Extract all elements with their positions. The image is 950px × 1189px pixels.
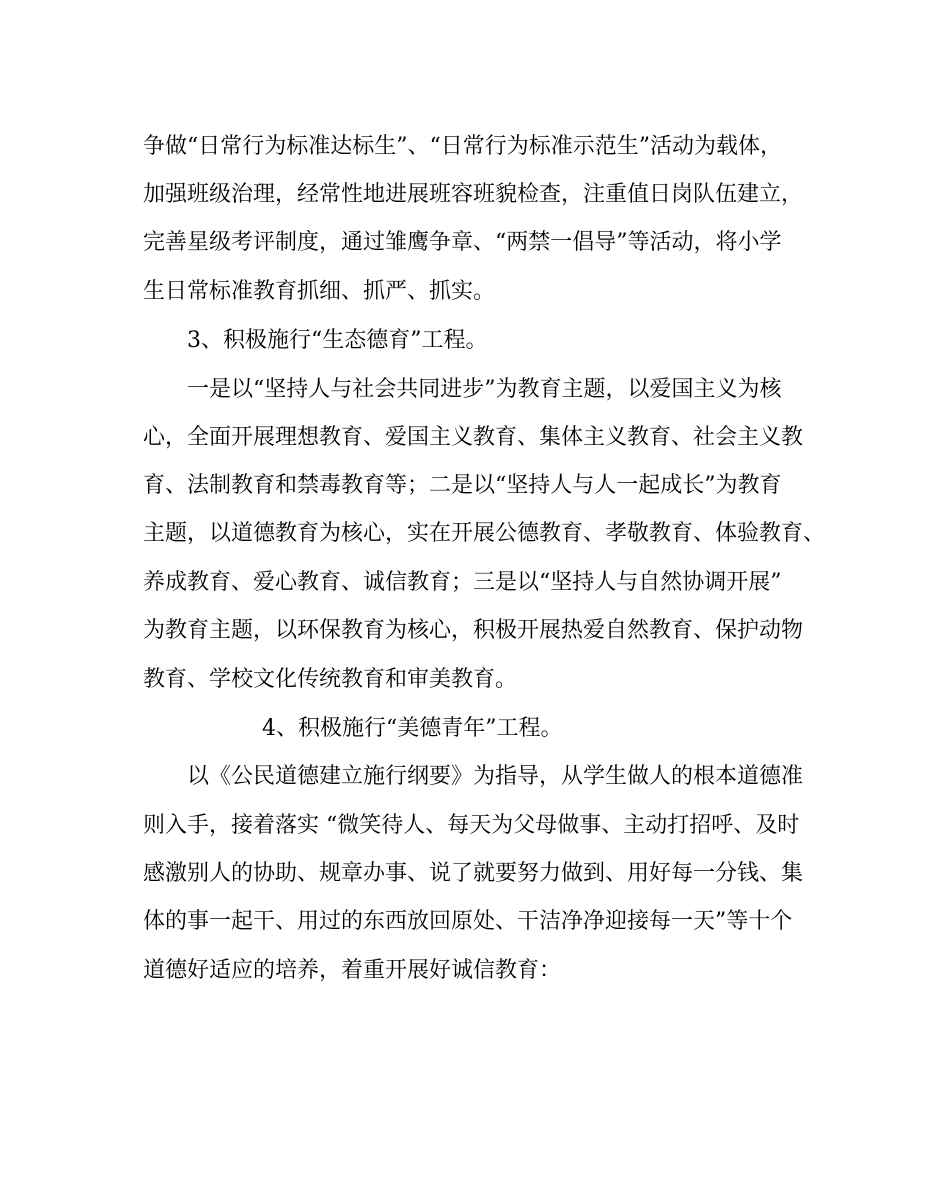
section-heading-3: 3、积极施行“生态德育”工程。 — [187, 328, 488, 353]
paragraph-line-15: 体的事一起干、用过的东西放回原处、干洁净净迎接每一天”等十个 — [143, 909, 793, 934]
paragraph-line-10: 为教育主题，以环保教育为核心，积极开展热爱自然教育、保护动物 — [143, 618, 804, 643]
paragraph-line-5: 一是以“坚持人与社会共同进步”为教育主题，以爱国主义为核 — [187, 377, 782, 402]
paragraph-line-7: 育、法制教育和禁毒教育等；二是以“坚持人与人一起成长”为教育 — [143, 473, 782, 498]
paragraph-line-14: 感激别人的协助、规章办事、说了就要努力做到、用好每一分钱、集 — [143, 861, 804, 886]
paragraph-line-1: 争做“日常行为标准达标生”、“日常行为标准示范生”活动为载体， — [143, 134, 782, 159]
section-heading-4: 4、积极施行“美德青年”工程。 — [262, 716, 563, 741]
paragraph-line-9: 养成教育、爱心教育、诚信教育；三是以“坚持人与自然协调开展” — [143, 570, 782, 595]
paragraph-line-13: 则入手，接着落实 “微笑待人、每天为父母做事、主动打招呼、及时 — [143, 813, 800, 838]
paragraph-line-11: 教育、学校文化传统教育和审美教育。 — [143, 667, 518, 692]
paragraph-line-8: 主题，以道德教育为核心，实在开展公德教育、孝敬教育、体验教育、 — [143, 521, 826, 546]
paragraph-line-4: 生日常标准教育抓细、抓严、抓实。 — [143, 279, 496, 304]
paragraph-line-2: 加强班级治理，经常性地进展班容班貌检查，注重值日岗队伍建立， — [143, 182, 804, 207]
paragraph-line-6: 心，全面开展理想教育、爱国主义教育、集体主义教育、社会主义教 — [143, 425, 804, 450]
paragraph-line-3: 完善星级考评制度，通过雏鹰争章、“两禁一倡导”等活动，将小学 — [143, 230, 782, 255]
paragraph-line-12: 以《公民道德建立施行纲要》为指导，从学生做人的根本道德准 — [187, 764, 804, 789]
paragraph-line-16: 道德好适应的培养，着重开展好诚信教育： — [143, 958, 562, 983]
